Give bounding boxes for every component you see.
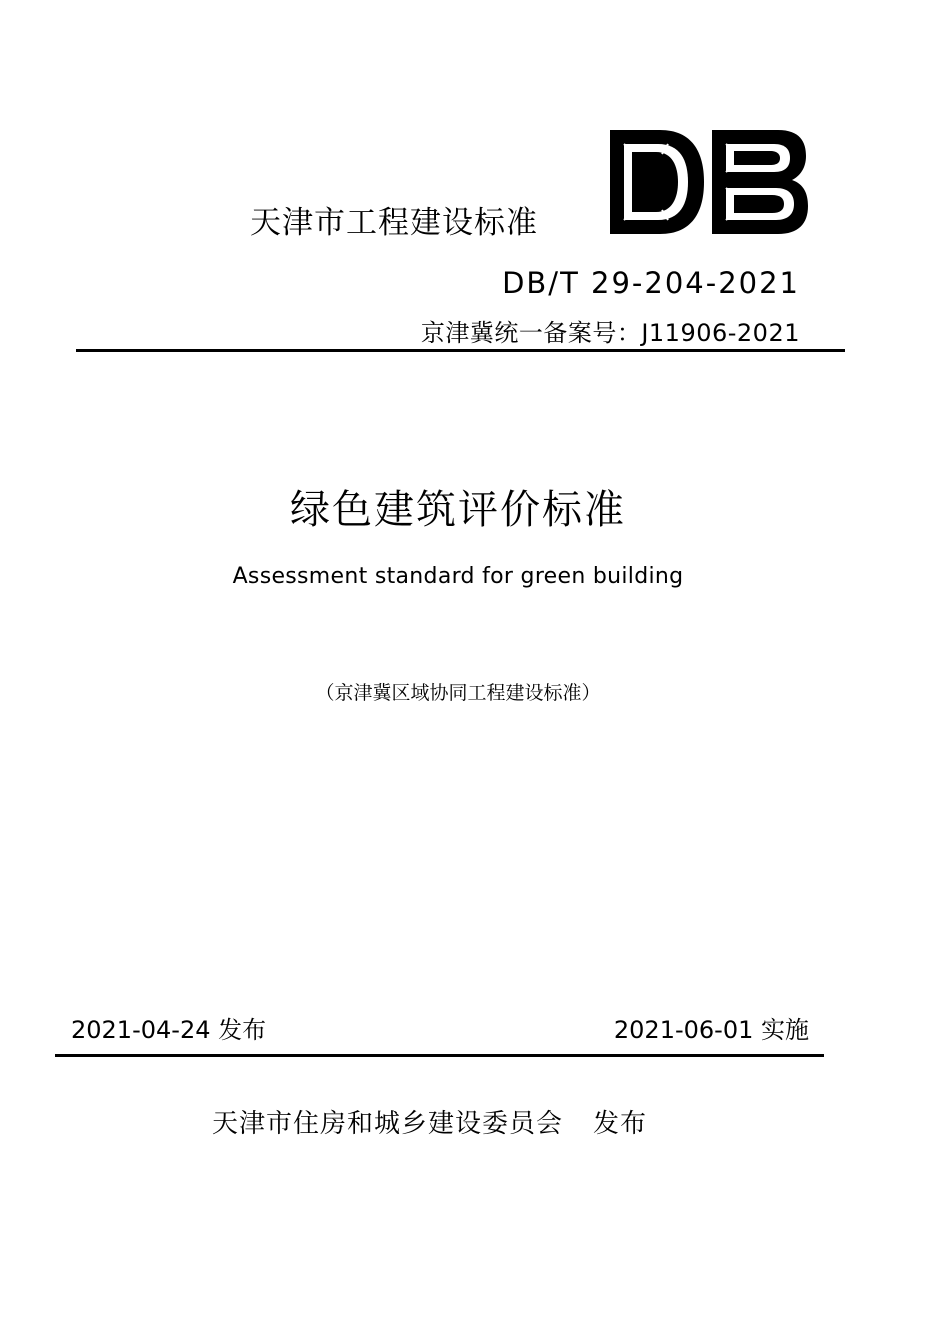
- issuer-action: 发布: [593, 1109, 648, 1139]
- standard-type-label: 天津市工程建设标准: [250, 205, 538, 241]
- top-divider: [76, 349, 845, 352]
- document-subtitle: （京津冀区域协同工程建设标准）: [315, 682, 601, 704]
- issuer-line: [212, 1103, 647, 1140]
- bottom-divider: [55, 1054, 824, 1057]
- record-number: 京津冀统一备案号：J11906-2021: [420, 319, 800, 347]
- effective-date: 2021-06-01 实施: [613, 1016, 809, 1044]
- document-title-english: Assessment standard for green building: [232, 564, 684, 589]
- db-logo: [608, 128, 810, 236]
- db-logo-letter-d: [610, 130, 704, 234]
- publish-date: 2021-04-24 发布: [71, 1016, 267, 1044]
- document-title-chinese: 绿色建筑评价标准: [290, 487, 626, 533]
- db-logo-letter-b: [712, 130, 808, 234]
- issuer-name: 天津市住房和城乡建设委员会: [212, 1109, 564, 1139]
- standard-number: DB/T 29-204-2021: [502, 266, 800, 300]
